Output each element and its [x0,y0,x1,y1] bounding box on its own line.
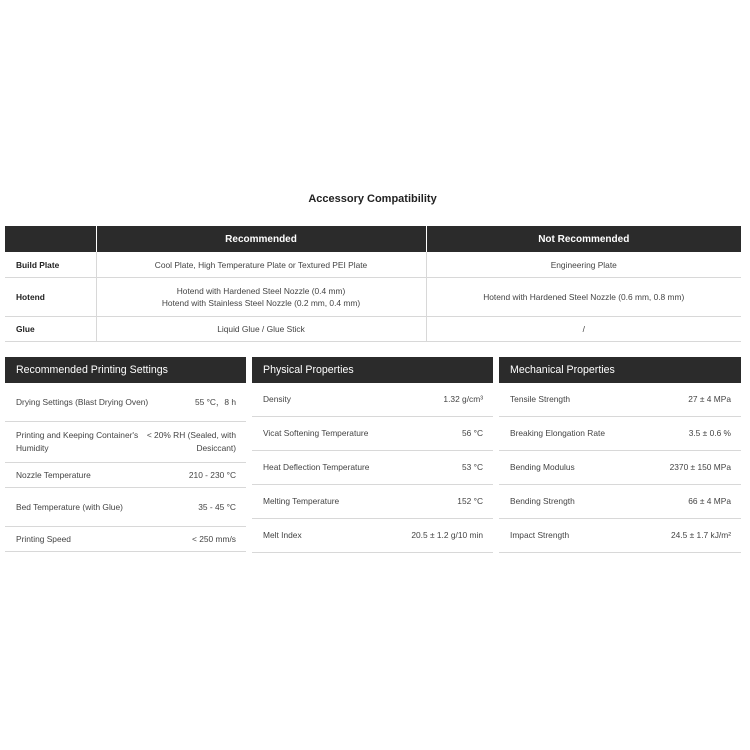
table-row-hotend [5,278,741,317]
table-row-glue [5,317,741,342]
property-label: Impact Strength [510,530,570,540]
property-value: 27 ± 4 MPa [688,394,731,404]
list-item [499,383,741,417]
property-label: Heat Deflection Temperature [263,462,370,472]
property-label: Tensile Strength [510,394,571,404]
property-label: Vicat Softening Temperature [263,428,369,438]
list-item [252,485,493,519]
property-value: < 250 mm/s [192,533,236,544]
property-value: 55 °C，8 h [194,396,236,407]
property-value: < 20% RH (Sealed, with Desiccant) [146,430,236,453]
list-item [499,485,741,519]
recommended-cell: Cool Plate, High Temperature Plate or Textured PEI Plate [96,252,426,278]
list-item [5,463,246,488]
table-row-build-plate [5,252,741,278]
property-value: 3.5 ± 0.6 % [688,428,731,438]
row-label: Hotend [5,278,96,317]
not-recommended-cell: Hotend with Hardened Steel Nozzle (0.6 mm, 0.8 mm) [426,278,741,317]
list-item [252,519,493,553]
recommended-cell: Hotend with Hardened Steel Nozzle (0.4 mm) Hotend with Stainless Steel Nozzle (0.2 mm, 0.4 mm) [96,278,426,317]
list-item [499,417,741,451]
list-item [252,451,493,485]
property-label: Melt Index [263,530,302,540]
physical-properties-panel [252,357,493,553]
not-recommended-cell: / [426,317,741,342]
list-item [499,451,741,485]
property-value: 24.5 ± 1.7 kJ/m² [671,530,731,540]
list-item [5,488,246,527]
list-item [252,417,493,451]
property-label: Breaking Elongation Rate [510,428,605,438]
recommended-cell: Liquid Glue / Glue Stick [96,317,426,342]
header-not-recommended: Not Recommended [426,226,741,252]
list-item [499,519,741,553]
property-label: Melting Temperature [263,496,340,506]
property-value: 1.32 g/cm³ [443,394,483,404]
property-value: 2370 ± 150 MPa [669,462,731,472]
panel-title: Physical Properties [252,357,493,383]
printing-settings-panel [5,357,246,552]
mechanical-properties-panel [499,357,741,553]
row-label: Glue [5,317,96,342]
header-blank [5,226,96,252]
accessory-compatibility-table [5,226,741,342]
property-label: Bed Temperature (with Glue) [16,501,123,512]
header-recommended: Recommended [96,226,426,252]
list-item [5,527,246,552]
property-label: Drying Settings (Blast Drying Oven) [16,396,149,407]
property-label: Nozzle Temperature [16,469,91,480]
property-value: 35 - 45 °C [198,501,236,512]
property-label: Printing and Keeping Container's Humidity [16,430,139,453]
list-item [5,422,246,463]
property-value: 210 - 230 °C [188,469,236,480]
row-label: Build Plate [5,252,96,278]
property-label: Bending Modulus [510,462,575,472]
property-label: Bending Strength [510,496,575,506]
list-item [5,383,246,422]
table-header-row [5,226,741,252]
property-label: Density [263,394,291,404]
not-recommended-cell: Engineering Plate [426,252,741,278]
property-value: 53 °C [461,462,483,472]
page-title: Accessory Compatibility [308,193,437,205]
property-value: 152 °C [457,496,483,506]
panel-title: Mechanical Properties [499,357,741,383]
property-value: 66 ± 4 MPa [688,496,731,506]
panel-title: Recommended Printing Settings [5,357,246,383]
property-label: Printing Speed [16,533,71,544]
list-item [252,383,493,417]
property-value: 56 °C [461,428,483,438]
property-value: 20.5 ± 1.2 g/10 min [411,530,483,540]
